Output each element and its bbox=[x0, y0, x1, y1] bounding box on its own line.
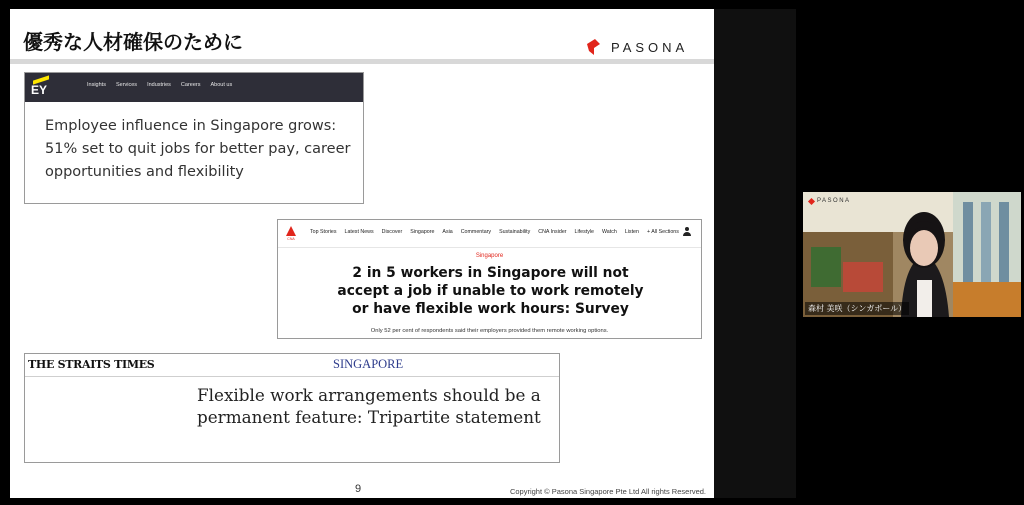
user-account-icon bbox=[683, 227, 691, 236]
cna-nav-item: Top Stories bbox=[310, 229, 337, 235]
slide-title: 優秀な人材確保のために bbox=[23, 30, 243, 54]
cna-nav-item: Latest News bbox=[344, 229, 374, 235]
video-background-logo: PASONA bbox=[809, 198, 851, 204]
cna-logo-icon: CNA bbox=[286, 226, 296, 242]
straits-times-article-screenshot bbox=[24, 353, 560, 463]
cna-article-screenshot bbox=[277, 219, 702, 339]
cna-nav-links bbox=[310, 229, 679, 235]
copyright-notice: Copyright © Pasona Singapore Pte Ltd All rights Reserved. bbox=[509, 487, 706, 496]
ey-nav-item: Insights bbox=[87, 82, 106, 88]
page-number: 9 bbox=[355, 483, 362, 495]
ey-article-screenshot bbox=[24, 72, 364, 204]
cna-nav-item: Discover bbox=[381, 229, 403, 235]
ey-headline: Employee influence in Singapore grows: 51% set to quit jobs for better pay, career opportunities and flexibility bbox=[45, 118, 351, 180]
pasona-mark-icon bbox=[585, 38, 601, 56]
share-screen-margin bbox=[714, 9, 796, 498]
title-divider bbox=[10, 59, 714, 64]
cna-nav-item: Sustainability bbox=[499, 229, 531, 235]
cna-nav-item: Watch bbox=[601, 229, 617, 235]
cna-nav-item: Singapore bbox=[410, 229, 435, 235]
ey-nav-item: Services bbox=[115, 82, 138, 88]
cna-headline: 2 in 5 workers in Singapore will not accept a job if unable to work remotely or have flexible work hours: Survey bbox=[337, 265, 644, 317]
cna-nav-item: + All Sections bbox=[646, 229, 679, 235]
cna-section-label: Singapore bbox=[475, 253, 504, 259]
cna-nav-item: CNA Insider bbox=[538, 229, 567, 235]
ey-nav-item: Careers bbox=[180, 82, 201, 88]
st-divider bbox=[25, 376, 559, 377]
cna-nav-item: Listen bbox=[624, 229, 639, 235]
cna-nav-item: Asia bbox=[442, 229, 453, 235]
participant-name-label: 森村 美咲（シンガポール） bbox=[805, 302, 909, 315]
shared-slide bbox=[10, 9, 714, 498]
cna-nav-item: Lifestyle bbox=[574, 229, 594, 235]
st-section-label: SINGAPORE bbox=[333, 357, 404, 371]
cna-subheadline: Only 52 per cent of respondents said their employers provided them remote working options. bbox=[370, 328, 609, 334]
ey-nav-links bbox=[87, 82, 232, 88]
ey-nav-bar bbox=[25, 73, 363, 102]
ey-nav-item: Industries bbox=[147, 82, 171, 88]
st-headline: Flexible work arrangements should be a permanent feature: Tripartite statement bbox=[197, 385, 541, 427]
cna-nav-item: Commentary bbox=[460, 229, 492, 235]
participant-video-tile[interactable] bbox=[803, 192, 1021, 317]
ey-logo-icon: EY bbox=[29, 78, 51, 98]
ey-nav-item: About us bbox=[210, 82, 233, 88]
cna-nav-divider bbox=[278, 247, 701, 248]
st-masthead: THE STRAITS TIMES bbox=[28, 358, 155, 371]
brand-name: PASONA bbox=[611, 39, 689, 55]
pasona-logo bbox=[585, 36, 688, 58]
participant-person bbox=[803, 192, 1021, 317]
